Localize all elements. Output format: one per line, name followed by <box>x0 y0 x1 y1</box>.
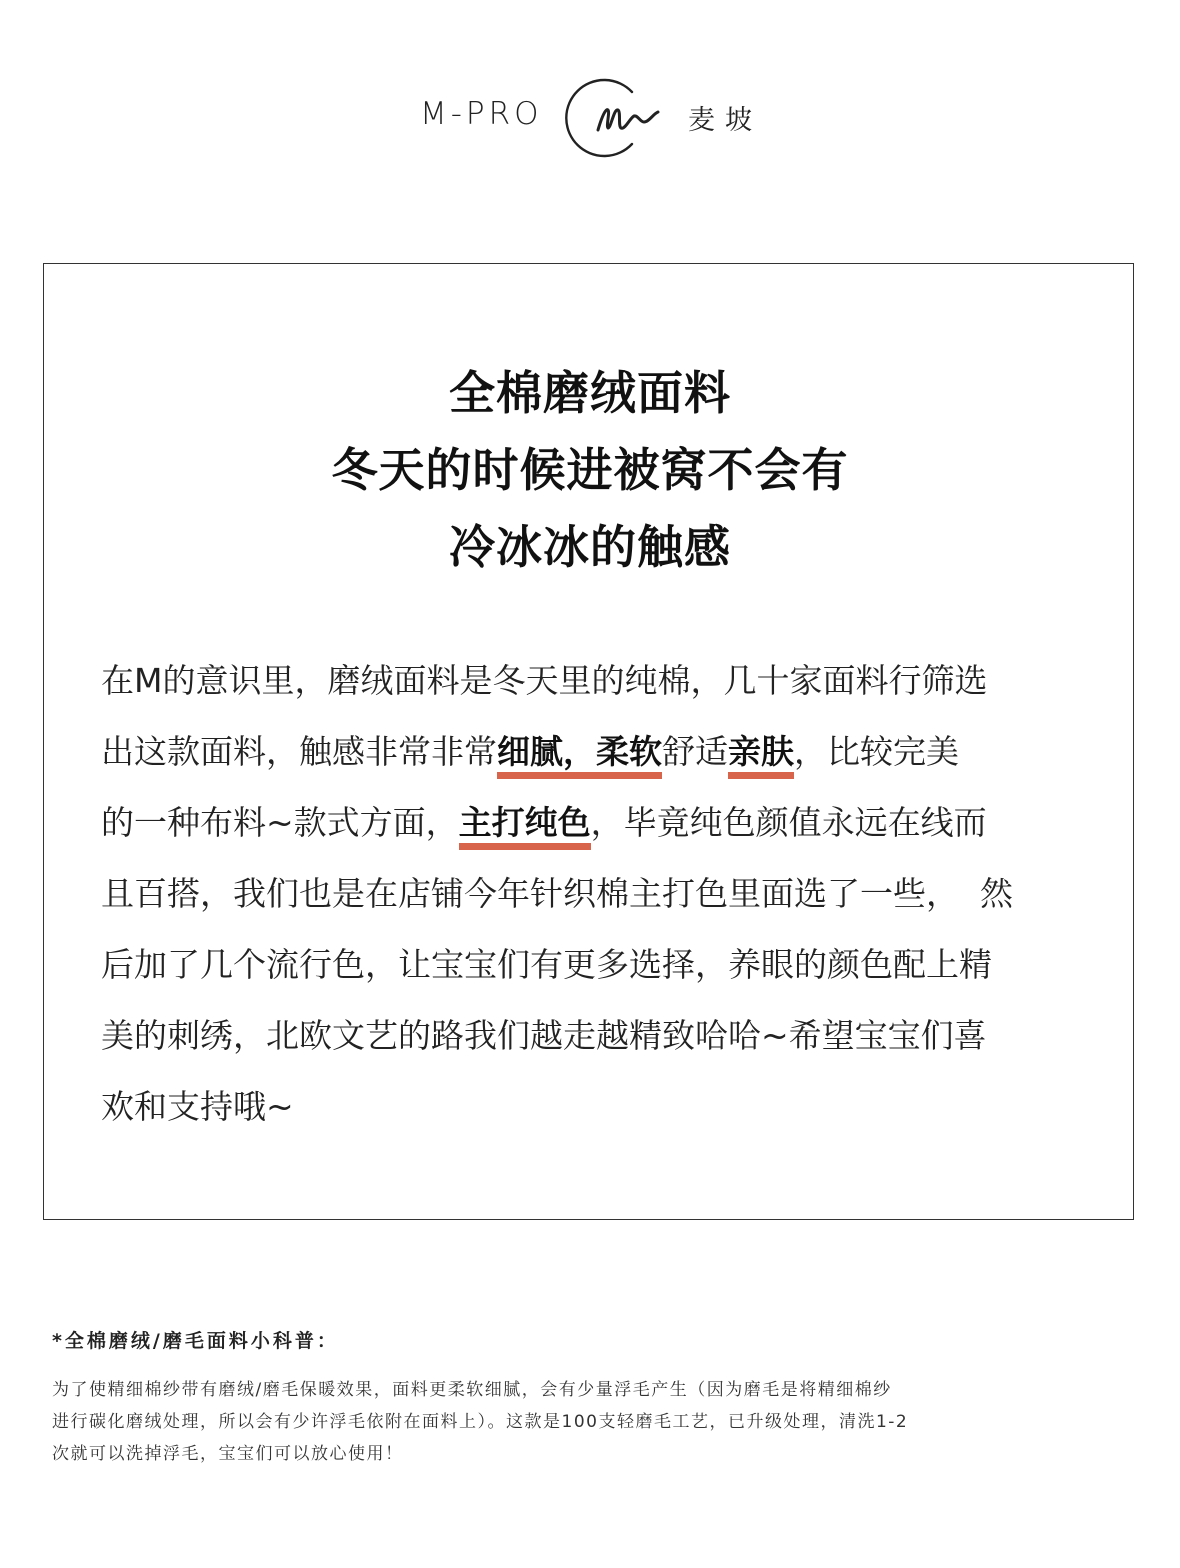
paragraph-text: 出这款面料，触感非常非常 <box>101 732 497 771</box>
paragraph-line <box>101 858 1091 929</box>
brand-logo <box>0 76 1180 160</box>
paragraph-line <box>101 1071 1091 1142</box>
headline-line: 全棉磨绒面料 <box>449 366 731 420</box>
highlighted-keyword: 亲肤 <box>728 716 794 787</box>
paragraph-text: 的一种布料~款式方面， <box>101 803 459 842</box>
note-title: *全棉磨绒/磨毛面料小科普： <box>52 1330 339 1352</box>
note-line: 次就可以洗掉浮毛，宝宝们可以放心使用！ <box>52 1444 404 1464</box>
headline-line: 冬天的时候进被窝不会有 <box>331 443 849 497</box>
paragraph-text: 在M的意识里，磨绒面料是冬天里的纯棉，几十家面料行筛选 <box>101 661 988 700</box>
note-line: 为了使精细棉纱带有磨绒/磨毛保暖效果，面料更柔软细腻，会有少量浮毛产生（因为磨毛是将精细棉纱 <box>52 1380 892 1400</box>
paragraph-text: 且百搭，我们也是在店铺今年针织棉主打色里面选了一些， 然 <box>101 874 1013 913</box>
paragraph-text: ，比较完美 <box>794 732 959 771</box>
paragraph-text: 美的刺绣，北欧文艺的路我们越走越精致哈哈~希望宝宝们喜 <box>101 1016 987 1055</box>
headline-line: 冷冰冰的触感 <box>449 520 731 574</box>
paragraph-line <box>101 716 1091 787</box>
paragraph-line <box>101 1000 1091 1071</box>
paragraph-text: ，毕竟纯色颜值永远在线而 <box>590 803 987 842</box>
note-body <box>52 1374 1134 1470</box>
logo-text-chinese: 麦坡 <box>688 105 762 136</box>
paragraph-line <box>101 929 1091 1000</box>
note-line: 进行碳化磨绒处理，所以会有少许浮毛依附在面料上）。这款是100支轻磨毛工艺，已升级处理，清洗1-2 <box>52 1412 909 1432</box>
paragraph-text: 舒适 <box>662 732 728 771</box>
highlighted-keyword: 细腻，柔软 <box>497 716 662 787</box>
paragraph-line <box>101 787 1091 858</box>
headline <box>0 355 1180 586</box>
circle-m-wave-icon <box>560 76 672 160</box>
paragraph-line <box>101 645 1091 716</box>
logo-text-latin: M-PRO <box>420 96 543 132</box>
highlighted-keyword: 主打纯色 <box>459 787 591 858</box>
paragraph-text: 欢和支持哦~ <box>101 1087 294 1126</box>
description-paragraph <box>101 645 1091 1142</box>
paragraph-text: 后加了几个流行色，让宝宝们有更多选择，养眼的颜色配上精 <box>101 945 992 984</box>
